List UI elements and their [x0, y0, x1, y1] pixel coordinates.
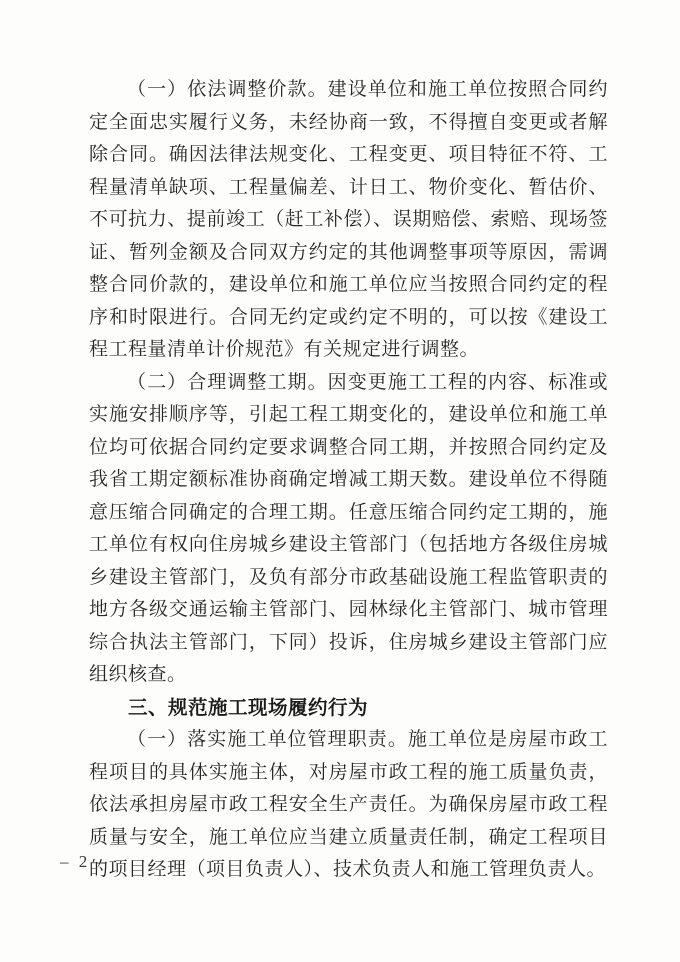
paragraph-price-adjustment: （一）依法调整价款。建设单位和施工单位按照合同约定全面忠实履行义务，未经协商一致，不得擅自变更或者解除合同。确因法律法规变化、工程变更、项目特征不符、工程量清单缺项、工程量偏差、计日工、物价变化、暂估价、不可抗力、提前竣工（赶工补偿）、误期赔偿、索赔、现场签证、暂列金额及合同双方约定的其他调整事项等原因，需调整合同价款的，建设单位和施工单位应当按照合同约定的程序和时限进行。合同无约定或约定不明的，可以按《建设工程工程量清单计价规范》有关规定进行调整。: [89, 79, 608, 360]
section-heading-site-performance: 三、规范施工现场履约行为: [128, 696, 369, 719]
page-number: – 2 –: [60, 852, 109, 871]
paragraph-schedule-adjustment: （二）合理调整工期。因变更施工工程的内容、标准或实施安排顺序等，引起工程工期变化的，建设单位和施工单位均可依据合同约定要求调整合同工期，并按照合同约定及我省工期定额标准协商确定增减工期天数。建设单位不得随意压缩合同确定的合理工期。任意压缩合同约定工期的，施工单位有权向住房城乡建设主管部门（包括地方各级住房城乡建设主管部门，及负有部分市政基础设施工程监管职责的地方各级交通运输主管部门、园林绿化主管部门、城市管理综合执法主管部门，下同）投诉，住房城乡建设主管部门应组织核查。: [89, 371, 608, 685]
paragraph-contractor-responsibility: （一）落实施工单位管理职责。施工单位是房屋市政工程项目的具体实施主体，对房屋市政工程的施工质量负责，依法承担房屋市政工程安全生产责任。为确保房屋市政工程质量与安全，施工单位应当建立质量责任制，确定工程项目的项目经理（项目负责人）、技术负责人和施工管理负责人。: [89, 729, 608, 880]
document-body: [89, 74, 608, 887]
